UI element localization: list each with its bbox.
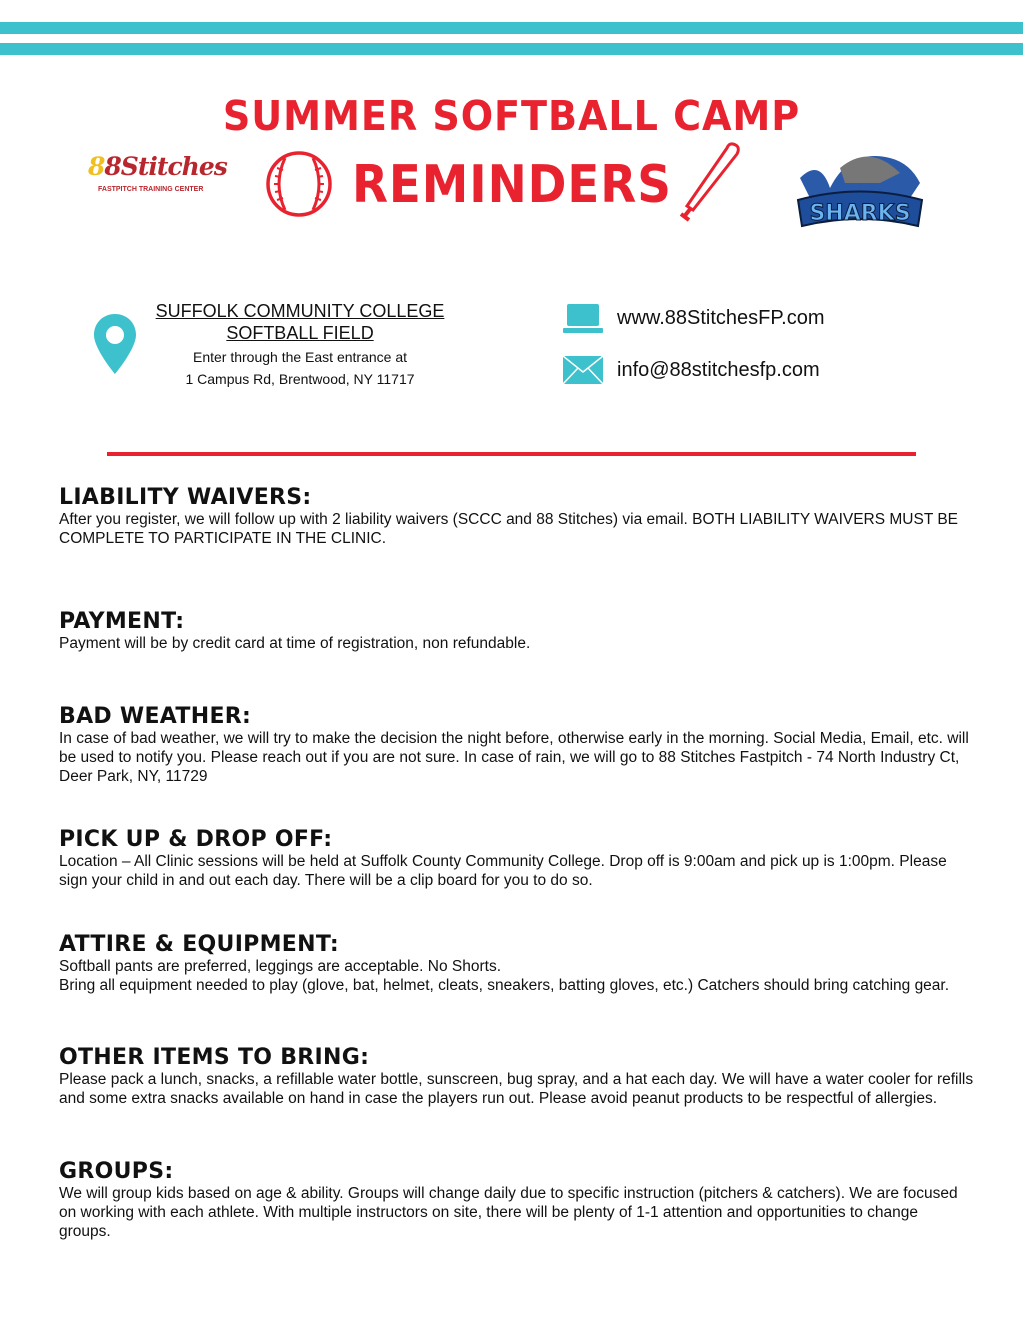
website-link[interactable]: www.88StitchesFP.com (617, 307, 825, 329)
location-block (120, 300, 480, 390)
section-other-items (59, 1046, 974, 1108)
section-title: ATTIRE & EQUIPMENT: (59, 932, 340, 957)
section-title: OTHER ITEMS TO BRING: (59, 1045, 370, 1070)
section-body: Softball pants are preferred, leggings are acceptable. No Shorts. (59, 958, 502, 975)
section-title: GROUPS: (59, 1159, 174, 1184)
laptop-icon (563, 302, 603, 334)
bat-icon (675, 140, 745, 225)
section-body-2: Bring all equipment needed to play (glove, bat, helmet, cleats, sneakers, batting gloves, etc.) Catchers should bring catching gear. (59, 977, 950, 994)
section-title: PICK UP & DROP OFF: (59, 827, 333, 852)
logo-wordmark: 88Stitches (88, 152, 227, 181)
section-title: LIABILITY WAIVERS: (59, 485, 312, 510)
section-liability-waivers (59, 486, 979, 548)
top-stripe (0, 22, 1023, 34)
sharks-text: SHARKS (809, 201, 911, 226)
email-link[interactable]: info@88stitchesfp.com (617, 359, 820, 381)
section-body: We will group kids based on age & ability. Groups will change daily due to specific instruction (pitchers & catchers). We are focused on working with each athlete. With multiple instructors on site, there will be plenty of 1-1 attention and opportunities to change groups. (59, 1185, 958, 1240)
section-pick-up-drop-off (59, 828, 979, 890)
logo-subtitle: FASTPITCH TRAINING CENTER (98, 186, 204, 193)
section-attire-equipment (59, 933, 979, 995)
location-name-2: SOFTBALL FIELD (226, 323, 374, 343)
top-stripe-2 (0, 43, 1023, 55)
section-body: Please pack a lunch, snacks, a refillable water bottle, sunscreen, bug spray, and a hat each day. We will have a water cooler for refills and some extra snacks available on hand in case the players run out. Please avoid peanut products to be respectful of allergies. (59, 1071, 974, 1107)
section-groups (59, 1160, 959, 1241)
title-line2: REMINDERS (352, 155, 672, 215)
location-address: 1 Campus Rd, Brentwood, NY 11717 (185, 371, 415, 387)
location-name-1: SUFFOLK COMMUNITY COLLEGE (155, 301, 445, 321)
section-body: Payment will be by credit card at time of registration, non refundable. (59, 635, 531, 652)
sharks-logo (790, 138, 930, 230)
divider (107, 452, 916, 456)
section-bad-weather (59, 705, 979, 786)
envelope-icon (563, 356, 603, 384)
section-payment (59, 610, 979, 653)
section-title: PAYMENT: (59, 609, 185, 634)
section-body: After you register, we will follow up with 2 liability waivers (SCCC and 88 Stitches) via email. BOTH LIABILITY WAIVERS MUST BE COMPLETE TO PARTICIPATE IN THE CLINIC. (59, 511, 959, 547)
email-row (563, 356, 820, 384)
88stitches-logo (88, 152, 258, 194)
section-title: BAD WEATHER: (59, 704, 252, 729)
website-row (563, 302, 825, 334)
title-line1: SUMMER SOFTBALL CAMP (222, 92, 801, 140)
location-directions: Enter through the East entrance at (192, 349, 408, 365)
section-body: Location – All Clinic sessions will be held at Suffolk County Community College. Drop off is 9:00am and pick up is 1:00pm. Please sign your child in and out each day. There will be a clip board for you to do so. (59, 853, 947, 889)
section-body: In case of bad weather, we will try to make the decision the night before, otherwise early in the morning. Social Media, Email, etc. will be used to notify you. Please reach out if you are not sure. In case of rain, we will go to 88 Stitches Fastpitch - 74 North Industry Ct, Deer Park, NY, 11729 (59, 730, 969, 785)
softball-icon (265, 150, 333, 218)
